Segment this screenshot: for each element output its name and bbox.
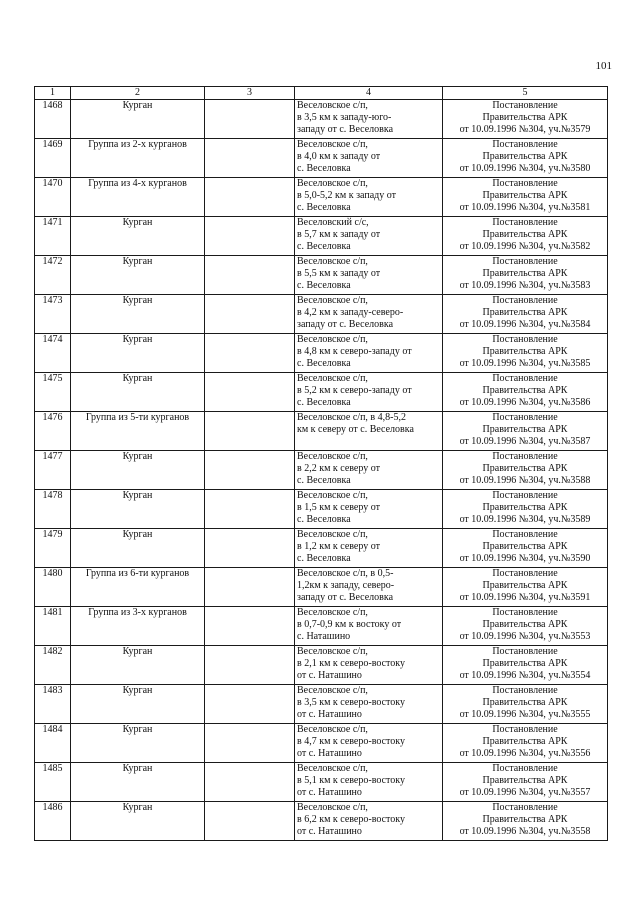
decree-cell [443, 217, 608, 256]
location-line: в 5,7 км к западу от [297, 229, 381, 240]
location-line: Веселовское с/п, [297, 295, 368, 306]
location-line: с. Веселовка [297, 202, 351, 213]
decree-line: Постановление [492, 334, 558, 345]
decree-line: Правительства АРК [482, 541, 568, 552]
table-row [35, 568, 608, 607]
row-number: 1468 [35, 100, 71, 139]
location-cell [295, 139, 443, 178]
table-row [35, 724, 608, 763]
decree-line: Постановление [492, 568, 558, 579]
location-line: в 5,0-5,2 км к западу от [297, 190, 396, 201]
location-cell [295, 685, 443, 724]
decree-line: Правительства АРК [482, 775, 568, 786]
decree-cell [443, 529, 608, 568]
decree-line: от 10.09.1996 №304, уч.№3588 [459, 475, 591, 486]
column-3-cell [205, 217, 295, 256]
decree-line: Правительства АРК [482, 385, 568, 396]
location-cell [295, 334, 443, 373]
location-line: западу от с. Веселовка [297, 319, 394, 330]
location-line: Веселовское с/п, [297, 139, 368, 150]
column-3-cell [205, 568, 295, 607]
location-line: в 4,2 км к западу-северо- [297, 307, 404, 318]
location-cell [295, 490, 443, 529]
table-row [35, 529, 608, 568]
decree-line: Правительства АРК [482, 307, 568, 318]
decree-line: Правительства АРК [482, 736, 568, 747]
row-number: 1472 [35, 256, 71, 295]
decree-line: от 10.09.1996 №304, уч.№3584 [459, 319, 591, 330]
monument-name: Группа из 6-ти курганов [71, 568, 205, 607]
location-line: Веселовское с/п, [297, 256, 368, 267]
table-row [35, 685, 608, 724]
location-line: от с. Наташино [297, 787, 362, 798]
table-row [35, 295, 608, 334]
decree-cell [443, 412, 608, 451]
monuments-table [34, 86, 608, 841]
row-number: 1475 [35, 373, 71, 412]
location-cell [295, 412, 443, 451]
column-3-cell [205, 490, 295, 529]
decree-line: от 10.09.1996 №304, уч.№3581 [459, 202, 591, 213]
decree-line: от 10.09.1996 №304, уч.№3557 [459, 787, 591, 798]
decree-cell [443, 100, 608, 139]
monument-name: Курган [71, 724, 205, 763]
location-line: в 3,5 км к западу-юго- [297, 112, 392, 123]
decree-line: Правительства АРК [482, 112, 568, 123]
header-col-3: 3 [205, 87, 295, 100]
decree-line: Правительства АРК [482, 268, 568, 279]
table-row [35, 334, 608, 373]
location-line: в 1,5 км к северу от [297, 502, 380, 513]
monument-name: Курган [71, 451, 205, 490]
decree-cell [443, 685, 608, 724]
monument-name: Курган [71, 763, 205, 802]
decree-line: Правительства АРК [482, 229, 568, 240]
monument-name: Курган [71, 217, 205, 256]
table-row [35, 100, 608, 139]
decree-line: Постановление [492, 763, 558, 774]
row-number: 1484 [35, 724, 71, 763]
location-line: Веселовское с/п, [297, 685, 368, 696]
decree-line: Постановление [492, 802, 558, 813]
monument-name: Курган [71, 490, 205, 529]
decree-line: от 10.09.1996 №304, уч.№3591 [459, 592, 591, 603]
decree-line: Постановление [492, 373, 558, 384]
decree-line: от 10.09.1996 №304, уч.№3585 [459, 358, 591, 369]
decree-cell [443, 373, 608, 412]
monument-name: Курган [71, 646, 205, 685]
header-col-5: 5 [443, 87, 608, 100]
decree-line: от 10.09.1996 №304, уч.№3558 [459, 826, 591, 837]
decree-cell [443, 490, 608, 529]
row-number: 1479 [35, 529, 71, 568]
column-3-cell [205, 295, 295, 334]
column-3-cell [205, 802, 295, 841]
monument-name: Курган [71, 802, 205, 841]
location-cell [295, 217, 443, 256]
location-line: Веселовское с/п, [297, 763, 368, 774]
monument-name: Курган [71, 295, 205, 334]
table-row [35, 451, 608, 490]
monument-name: Группа из 5-ти курганов [71, 412, 205, 451]
decree-line: Постановление [492, 685, 558, 696]
location-line: Веселовское с/п, [297, 724, 368, 735]
location-line: Веселовское с/п, [297, 100, 368, 111]
decree-cell [443, 646, 608, 685]
table-row [35, 802, 608, 841]
location-cell [295, 646, 443, 685]
decree-line: от 10.09.1996 №304, уч.№3589 [459, 514, 591, 525]
column-3-cell [205, 763, 295, 802]
location-line: Веселовский с/с, [297, 217, 369, 228]
location-cell [295, 724, 443, 763]
decree-line: Правительства АРК [482, 346, 568, 357]
column-3-cell [205, 685, 295, 724]
header-col-4: 4 [295, 87, 443, 100]
column-3-cell [205, 451, 295, 490]
location-cell [295, 529, 443, 568]
decree-cell [443, 763, 608, 802]
column-3-cell [205, 139, 295, 178]
decree-line: Правительства АРК [482, 424, 568, 435]
location-line: в 4,0 км к западу от [297, 151, 381, 162]
column-3-cell [205, 256, 295, 295]
location-line: с. Веселовка [297, 553, 351, 564]
decree-cell [443, 178, 608, 217]
decree-line: Постановление [492, 100, 558, 111]
location-line: от с. Наташино [297, 709, 362, 720]
decree-cell [443, 568, 608, 607]
decree-line: Постановление [492, 451, 558, 462]
location-line: с. Веселовка [297, 397, 351, 408]
row-number: 1470 [35, 178, 71, 217]
decree-line: Постановление [492, 412, 558, 423]
row-number: 1480 [35, 568, 71, 607]
location-cell [295, 256, 443, 295]
column-3-cell [205, 373, 295, 412]
table-row [35, 178, 608, 217]
location-cell [295, 607, 443, 646]
monument-name: Курган [71, 334, 205, 373]
location-line: Веселовское с/п, [297, 802, 368, 813]
decree-line: от 10.09.1996 №304, уч.№3556 [459, 748, 591, 759]
location-cell [295, 802, 443, 841]
location-cell [295, 373, 443, 412]
decree-cell [443, 295, 608, 334]
row-number: 1471 [35, 217, 71, 256]
location-line: Веселовское с/п, [297, 373, 368, 384]
decree-cell [443, 139, 608, 178]
decree-line: Правительства АРК [482, 463, 568, 474]
row-number: 1483 [35, 685, 71, 724]
table-row [35, 763, 608, 802]
location-line: в 4,7 км к северо-востоку [297, 736, 405, 747]
decree-line: Постановление [492, 139, 558, 150]
location-line: с. Веселовка [297, 475, 351, 486]
location-line: в 6,2 км к северо-востоку [297, 814, 405, 825]
column-3-cell [205, 412, 295, 451]
decree-line: Правительства АРК [482, 619, 568, 630]
location-line: в 5,1 км к северо-востоку [297, 775, 405, 786]
decree-cell [443, 451, 608, 490]
location-line: с. Веселовка [297, 280, 351, 291]
location-line: западу от с. Веселовка [297, 592, 394, 603]
column-3-cell [205, 646, 295, 685]
decree-line: от 10.09.1996 №304, уч.№3579 [459, 124, 591, 135]
monument-name: Курган [71, 685, 205, 724]
monument-name: Группа из 3-х курганов [71, 607, 205, 646]
decree-line: Постановление [492, 295, 558, 306]
location-line: в 5,5 км к западу от [297, 268, 381, 279]
location-line: с. Веселовка [297, 241, 351, 252]
location-line: с. Веселовка [297, 358, 351, 369]
column-3-cell [205, 100, 295, 139]
decree-line: Правительства АРК [482, 190, 568, 201]
row-number: 1482 [35, 646, 71, 685]
monument-name: Курган [71, 529, 205, 568]
decree-line: Правительства АРК [482, 814, 568, 825]
decree-line: от 10.09.1996 №304, уч.№3555 [459, 709, 591, 720]
column-3-cell [205, 178, 295, 217]
monument-name: Группа из 2-х курганов [71, 139, 205, 178]
monument-name: Курган [71, 100, 205, 139]
location-line: в 1,2 км к северу от [297, 541, 380, 552]
location-line: от с. Наташино [297, 826, 362, 837]
location-line: в 0,7-0,9 км к востоку от [297, 619, 402, 630]
location-cell [295, 100, 443, 139]
monument-name: Группа из 4-х курганов [71, 178, 205, 217]
header-row [35, 87, 608, 100]
table-row [35, 646, 608, 685]
location-line: от с. Наташино [297, 670, 362, 681]
table-header [35, 87, 608, 100]
decree-line: Постановление [492, 724, 558, 735]
monument-name: Курган [71, 256, 205, 295]
location-line: в 5,2 км к северо-западу от [297, 385, 412, 396]
row-number: 1476 [35, 412, 71, 451]
location-line: Веселовское с/п, в 4,8-5,2 [297, 412, 406, 423]
decree-line: от 10.09.1996 №304, уч.№3590 [459, 553, 591, 564]
decree-line: Правительства АРК [482, 502, 568, 513]
location-line: Веселовское с/п, [297, 334, 368, 345]
location-line: в 3,5 км к северо-востоку [297, 697, 405, 708]
row-number: 1481 [35, 607, 71, 646]
decree-line: Постановление [492, 217, 558, 228]
row-number: 1469 [35, 139, 71, 178]
column-3-cell [205, 607, 295, 646]
table-row [35, 373, 608, 412]
decree-cell [443, 334, 608, 373]
row-number: 1486 [35, 802, 71, 841]
header-col-1: 1 [35, 87, 71, 100]
decree-line: Правительства АРК [482, 697, 568, 708]
location-line: с. Веселовка [297, 514, 351, 525]
decree-line: Постановление [492, 529, 558, 540]
decree-line: от 10.09.1996 №304, уч.№3554 [459, 670, 591, 681]
location-line: Веселовское с/п, [297, 529, 368, 540]
location-line: 1,2км к западу, северо- [297, 580, 395, 591]
location-cell [295, 178, 443, 217]
location-line: западу от с. Веселовка [297, 124, 394, 135]
decree-cell [443, 724, 608, 763]
decree-line: Постановление [492, 646, 558, 657]
location-line: км к северу от с. Веселовка [297, 424, 414, 435]
decree-cell [443, 802, 608, 841]
location-line: с. Наташино [297, 631, 351, 642]
decree-line: от 10.09.1996 №304, уч.№3586 [459, 397, 591, 408]
location-cell [295, 451, 443, 490]
decree-line: Правительства АРК [482, 658, 568, 669]
column-3-cell [205, 724, 295, 763]
location-line: с. Веселовка [297, 163, 351, 174]
location-line: в 4,8 км к северо-западу от [297, 346, 412, 357]
table-row [35, 256, 608, 295]
decree-line: Постановление [492, 490, 558, 501]
decree-line: от 10.09.1996 №304, уч.№3587 [459, 436, 591, 447]
table-row [35, 412, 608, 451]
location-line: Веселовское с/п, [297, 178, 368, 189]
header-col-2: 2 [71, 87, 205, 100]
location-line: Веселовское с/п, [297, 607, 368, 618]
location-line: Веселовское с/п, [297, 451, 368, 462]
decree-line: от 10.09.1996 №304, уч.№3580 [459, 163, 591, 174]
decree-line: Правительства АРК [482, 580, 568, 591]
location-cell [295, 763, 443, 802]
table-row [35, 139, 608, 178]
table-body [35, 100, 608, 841]
location-cell [295, 295, 443, 334]
location-line: Веселовское с/п, [297, 490, 368, 501]
decree-line: Правительства АРК [482, 151, 568, 162]
row-number: 1474 [35, 334, 71, 373]
row-number: 1478 [35, 490, 71, 529]
page-number: 101 [595, 60, 612, 72]
location-line: в 2,2 км к северу от [297, 463, 380, 474]
row-number: 1477 [35, 451, 71, 490]
decree-cell [443, 607, 608, 646]
decree-line: от 10.09.1996 №304, уч.№3583 [459, 280, 591, 291]
decree-line: Постановление [492, 256, 558, 267]
location-cell [295, 568, 443, 607]
location-line: Веселовское с/п, [297, 646, 368, 657]
decree-line: Постановление [492, 607, 558, 618]
row-number: 1473 [35, 295, 71, 334]
location-line: Веселовское с/п, в 0,5- [297, 568, 394, 579]
row-number: 1485 [35, 763, 71, 802]
decree-line: от 10.09.1996 №304, уч.№3582 [459, 241, 591, 252]
table-row [35, 217, 608, 256]
column-3-cell [205, 334, 295, 373]
column-3-cell [205, 529, 295, 568]
decree-line: от 10.09.1996 №304, уч.№3553 [459, 631, 591, 642]
decree-cell [443, 256, 608, 295]
monument-name: Курган [71, 373, 205, 412]
table-row [35, 490, 608, 529]
table-row [35, 607, 608, 646]
decree-line: Постановление [492, 178, 558, 189]
location-line: в 2,1 км к северо-востоку [297, 658, 405, 669]
location-line: от с. Наташино [297, 748, 362, 759]
